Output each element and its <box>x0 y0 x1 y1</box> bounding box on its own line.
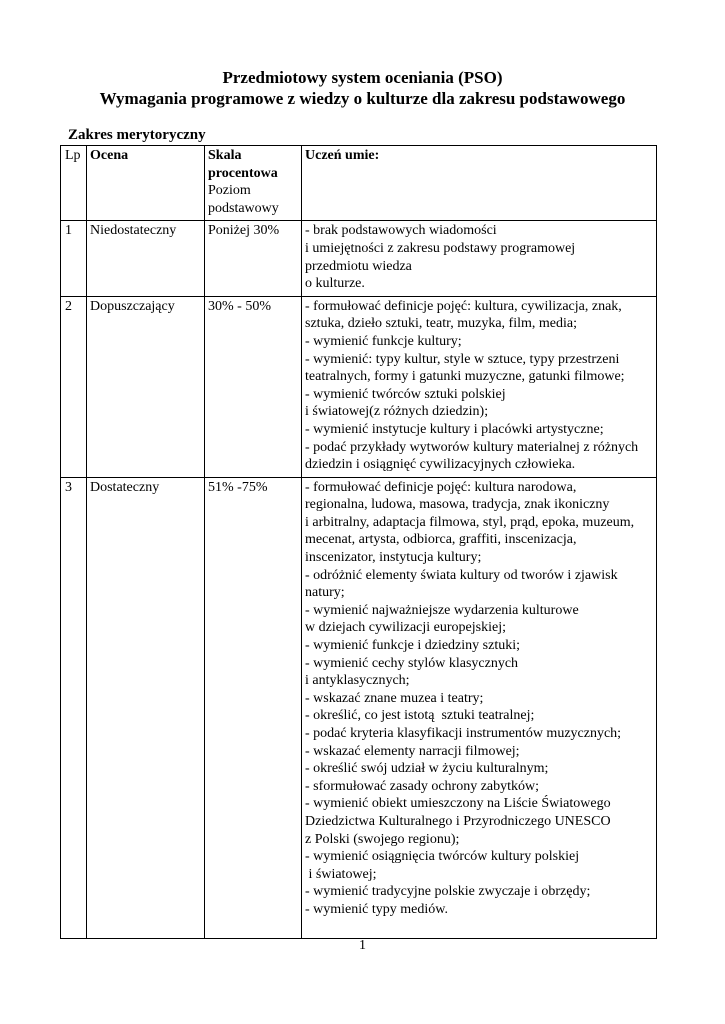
header-skala-line: procentowa <box>208 165 278 181</box>
requirement-line: - brak podstawowych wiadomości <box>305 223 497 239</box>
section-heading: Zakres merytoryczny <box>68 127 206 143</box>
row-grade: Dostateczny <box>87 477 205 938</box>
document-title: Przedmiotowy system oceniania (PSO) <box>222 68 503 87</box>
row-scale: 51% -75% <box>205 477 302 938</box>
requirement-line: - formułować definicje pojęć: kultura narodowa, <box>305 479 577 495</box>
requirement-line: - wymienić instytucje kultury i placówki artystyczne; <box>305 421 604 437</box>
page-number: 1 <box>359 938 366 953</box>
header-uczen: Uczeń umie: <box>302 146 657 221</box>
requirement-line: mecenat, artysta, odbiorca, graffiti, inscenizacja, <box>305 532 577 548</box>
requirement-line: przedmiotu wiedza <box>305 258 412 274</box>
table-row <box>61 221 657 296</box>
requirement-line: regionalna, ludowa, masowa, tradycja, znak ikoniczny <box>305 497 610 513</box>
requirement-line: - podać przykłady wytworów kultury materialnej z różnych <box>305 439 639 455</box>
requirement-line: - określić, co jest istotą sztuki teatralnej; <box>305 708 535 724</box>
requirement-line: teatralnych, formy i gatunki muzyczne, gatunki filmowe; <box>305 369 625 385</box>
requirement-line: - podać kryteria klasyfikacji instrumentów muzycznych; <box>305 726 622 741</box>
row-scale: Poniżej 30% <box>205 221 302 296</box>
requirement-line: - formułować definicje pojęć: kultura, cywilizacja, znak, <box>305 298 622 314</box>
requirement-line: - wymienić najważniejsze wydarzenia kulturowe <box>305 602 579 618</box>
table-row <box>61 477 657 938</box>
requirement-line: i światowej; <box>305 866 377 882</box>
grading-table <box>60 145 657 939</box>
requirement-line: - wymienić obiekt umieszczony na Liście Światowego <box>305 796 611 812</box>
header-ocena: Ocena <box>87 146 205 221</box>
requirement-line: - wskazać znane muzea i teatry; <box>305 690 484 706</box>
requirement-line: i arbitralny, adaptacja filmowa, styl, prąd, epoka, muzeum, <box>305 514 635 530</box>
requirement-line: z Polski (swojego regionu); <box>305 831 460 847</box>
requirement-line: - wymienić twórców sztuki polskiej <box>305 386 506 402</box>
row-requirements <box>302 296 657 477</box>
header-skala-line: Skala <box>208 148 242 163</box>
requirement-line: - wskazać elementy narracji filmowej; <box>305 743 520 759</box>
table-header-row <box>61 146 657 221</box>
row-grade: Niedostateczny <box>87 221 205 296</box>
row-lp: 1 <box>61 221 87 296</box>
requirement-line: o kulturze. <box>305 276 365 292</box>
requirement-line: natury; <box>305 585 345 601</box>
requirement-line: - określić swój udział w życiu kulturalnym; <box>305 761 549 777</box>
row-requirements <box>302 477 657 938</box>
header-lp: Lp <box>61 146 87 221</box>
row-lp: 3 <box>61 477 87 938</box>
requirement-line: - wymienić typy mediów. <box>305 901 448 917</box>
table-row <box>61 296 657 477</box>
row-grade: Dopuszczający <box>87 296 205 477</box>
requirement-line: - wymienić funkcje kultury; <box>305 333 462 349</box>
row-scale: 30% - 50% <box>205 296 302 477</box>
header-skala-line: Poziom <box>208 183 251 199</box>
requirement-line: - wymienić: typy kultur, style w sztuce, typy przestrzeni <box>305 351 620 367</box>
header-skala <box>205 146 302 221</box>
requirement-line: dziedzin i osiągnięć cywilizacyjnych człowieka. <box>305 457 576 473</box>
requirement-line: - odróżnić elementy świata kultury od tworów i zjawisk <box>305 567 618 583</box>
document-subtitle-heading: Wymagania programowe z wiedzy o kulturze dla zakresu podstawowego <box>99 89 626 108</box>
header-skala-line: podstawowy <box>208 200 279 216</box>
requirement-line: - wymienić funkcje i dziedziny sztuki; <box>305 638 520 654</box>
requirement-line: w dziejach cywilizacji europejskiej; <box>305 620 506 636</box>
requirement-line: - sformułować zasady ochrony zabytków; <box>305 778 540 794</box>
requirement-line: Dziedzictwa Kulturalnego i Przyrodniczego UNESCO <box>305 813 611 829</box>
row-requirements <box>302 221 657 296</box>
requirement-line: i umiejętności z zakresu podstawy programowej <box>305 240 576 256</box>
requirement-line: - wymienić osiągnięcia twórców kultury polskiej <box>305 849 580 865</box>
requirement-line: sztuka, dzieło sztuki, teatr, muzyka, film, media; <box>305 316 577 332</box>
requirement-line: i antyklasycznych; <box>305 673 410 689</box>
requirement-line: i światowej(z różnych dziedzin); <box>305 404 489 420</box>
requirement-line: - wymienić cechy stylów klasycznych <box>305 655 519 671</box>
requirement-line: inscenizator, instytucja kultury; <box>305 550 482 566</box>
requirement-line: - wymienić tradycyjne polskie zwyczaje i obrzędy; <box>305 884 591 900</box>
row-lp: 2 <box>61 296 87 477</box>
